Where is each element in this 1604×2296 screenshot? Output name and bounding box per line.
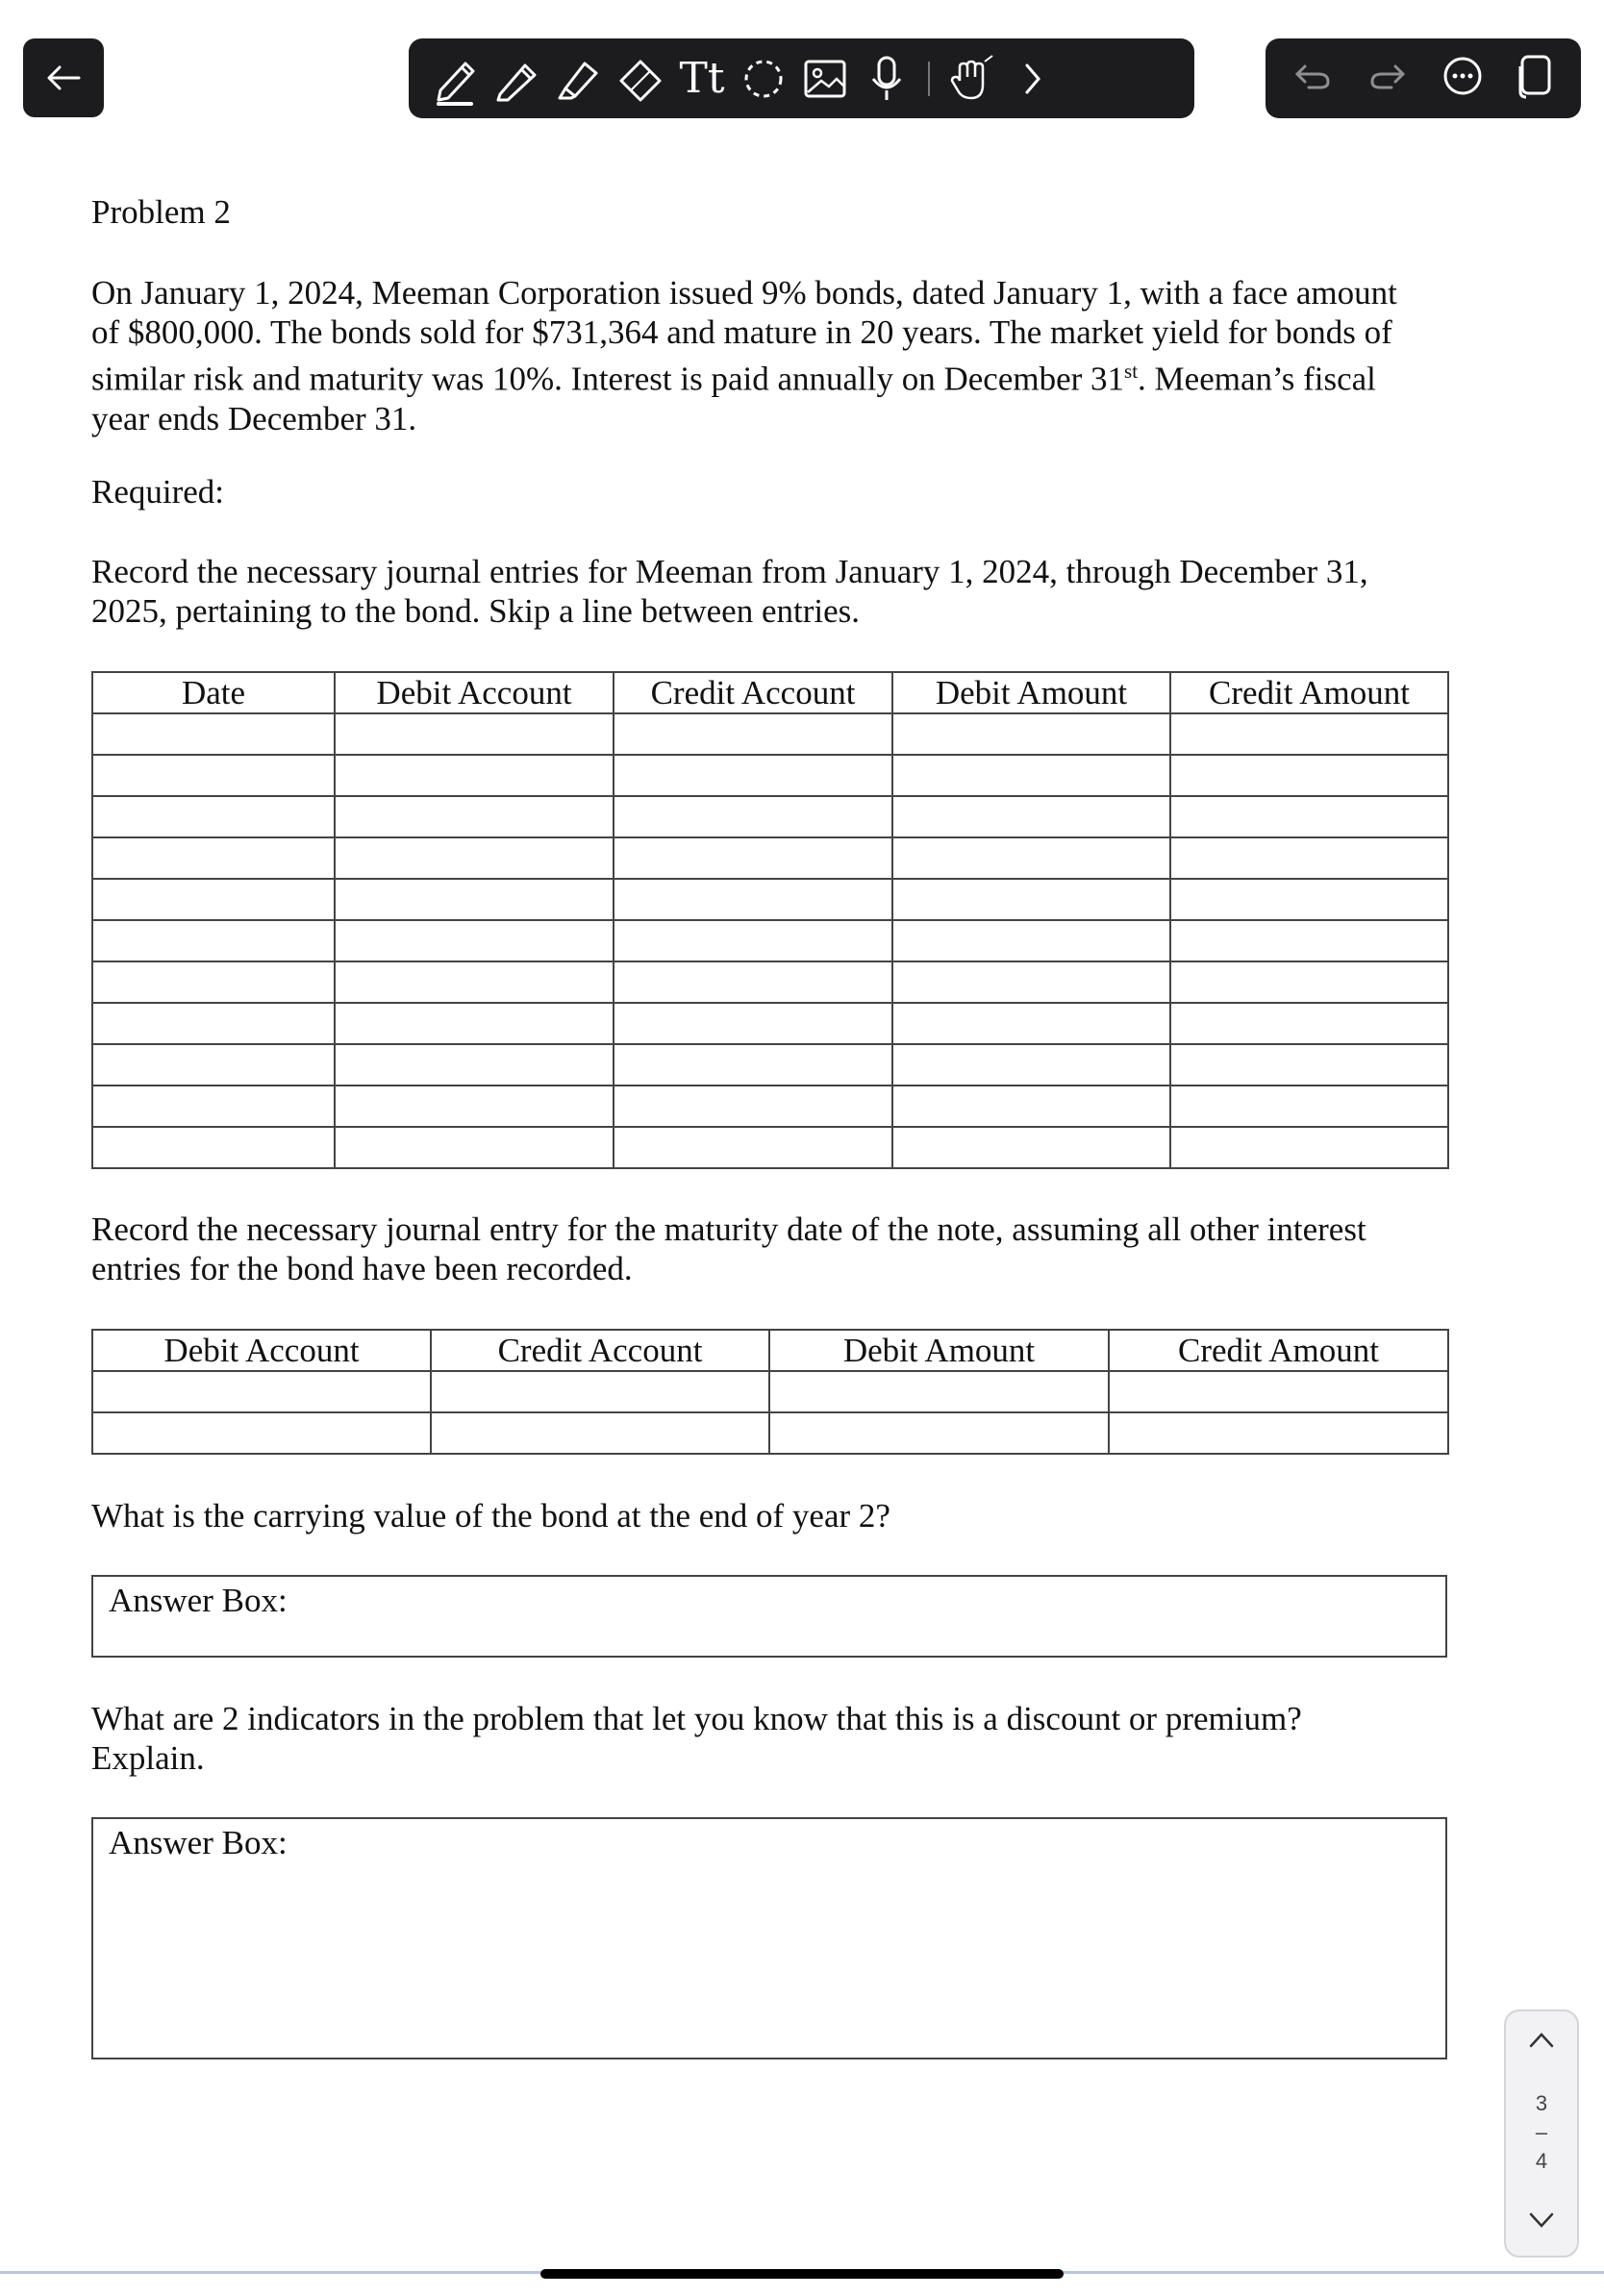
table-cell[interactable] bbox=[92, 879, 335, 920]
table-cell[interactable] bbox=[614, 961, 892, 1003]
table-cell[interactable] bbox=[614, 879, 892, 920]
table-cell[interactable] bbox=[335, 1044, 614, 1086]
toolbar-divider bbox=[928, 62, 930, 96]
table-cell[interactable] bbox=[892, 755, 1170, 796]
table-cell[interactable] bbox=[614, 796, 892, 837]
page-separator: – bbox=[1535, 2120, 1548, 2144]
table-cell[interactable] bbox=[92, 713, 335, 755]
table-cell[interactable] bbox=[892, 713, 1170, 755]
arrow-left-icon bbox=[44, 63, 83, 92]
table-row bbox=[92, 1371, 1448, 1412]
table-cell[interactable] bbox=[335, 755, 614, 796]
problem-statement bbox=[91, 273, 1397, 438]
table-cell[interactable] bbox=[1170, 1127, 1448, 1168]
table-cell[interactable] bbox=[769, 1371, 1109, 1412]
maturity-entry-table bbox=[91, 1329, 1449, 1455]
maturity-instructions: Record the necessary journal entry for the maturity date of the note, assuming all other interest entries for the bond have been recorded. bbox=[91, 1210, 1366, 1287]
chevron-right-icon[interactable] bbox=[1005, 48, 1061, 110]
table-cell[interactable] bbox=[1170, 961, 1448, 1003]
table-cell[interactable] bbox=[335, 713, 614, 755]
table-row bbox=[92, 961, 1448, 1003]
column-header: Debit Account bbox=[92, 1330, 431, 1371]
table-cell[interactable] bbox=[892, 879, 1170, 920]
column-header: Credit Amount bbox=[1170, 672, 1448, 713]
table-cell[interactable] bbox=[892, 837, 1170, 879]
image-icon[interactable] bbox=[797, 48, 853, 110]
statement-line: of $800,000. The bonds sold for $731,364 and mature in 20 years. The market yield for bonds of bbox=[91, 313, 1392, 351]
history-toolbar bbox=[1266, 38, 1581, 118]
indicators-answer-box[interactable] bbox=[91, 1817, 1447, 2059]
answer-box-label: Answer Box: bbox=[109, 1582, 288, 1619]
text-tool-icon[interactable]: Tt bbox=[679, 53, 725, 103]
table-row bbox=[92, 920, 1448, 961]
highlighter-icon[interactable] bbox=[551, 48, 607, 110]
table-cell[interactable] bbox=[614, 713, 892, 755]
page-icon[interactable] bbox=[1516, 53, 1555, 104]
answer-box-label: Answer Box: bbox=[109, 1824, 288, 1861]
total-pages: 4 bbox=[1535, 2149, 1548, 2173]
table-cell[interactable] bbox=[614, 1044, 892, 1086]
column-header: Debit Amount bbox=[892, 672, 1170, 713]
table-cell[interactable] bbox=[92, 961, 335, 1003]
column-header: Credit Amount bbox=[1109, 1330, 1448, 1371]
problem-title: Problem 2 bbox=[91, 193, 231, 231]
table-cell[interactable] bbox=[335, 796, 614, 837]
table-cell[interactable] bbox=[1170, 879, 1448, 920]
table-cell[interactable] bbox=[335, 1086, 614, 1127]
table-cell[interactable] bbox=[1170, 713, 1448, 755]
table-cell[interactable] bbox=[892, 1003, 1170, 1044]
table-cell[interactable] bbox=[614, 1127, 892, 1168]
table-row bbox=[92, 796, 1448, 837]
column-header: Date bbox=[92, 672, 335, 713]
column-header: Credit Account bbox=[431, 1330, 769, 1371]
carrying-value-question: What is the carrying value of the bond at the end of year 2? bbox=[91, 1497, 890, 1535]
table-cell[interactable] bbox=[1170, 837, 1448, 879]
table-cell[interactable] bbox=[1170, 1044, 1448, 1086]
drawing-toolbar bbox=[409, 38, 1194, 118]
table-cell[interactable] bbox=[92, 837, 335, 879]
table-cell[interactable] bbox=[335, 1003, 614, 1044]
table-row bbox=[92, 1412, 1448, 1454]
table-row bbox=[92, 755, 1448, 796]
table-cell[interactable] bbox=[431, 1412, 769, 1454]
journal-entries-table bbox=[91, 671, 1449, 1169]
statement-line: year ends December 31. bbox=[91, 399, 417, 437]
table-cell[interactable] bbox=[335, 1127, 614, 1168]
chevron-up-icon[interactable] bbox=[1527, 2029, 1556, 2055]
table-row bbox=[92, 1044, 1448, 1086]
table-cell[interactable] bbox=[335, 837, 614, 879]
table-cell[interactable] bbox=[892, 961, 1170, 1003]
table-row bbox=[92, 879, 1448, 920]
table-cell[interactable] bbox=[92, 920, 335, 961]
table-cell[interactable] bbox=[1170, 796, 1448, 837]
table-cell[interactable] bbox=[92, 1086, 335, 1127]
table-cell[interactable] bbox=[614, 1086, 892, 1127]
table-cell[interactable] bbox=[92, 796, 335, 837]
table-cell[interactable] bbox=[769, 1412, 1109, 1454]
back-button[interactable] bbox=[23, 38, 104, 117]
hand-icon[interactable] bbox=[943, 48, 999, 110]
table-cell[interactable] bbox=[1109, 1371, 1448, 1412]
table-row bbox=[92, 1086, 1448, 1127]
table-cell[interactable] bbox=[92, 755, 335, 796]
table-cell[interactable] bbox=[92, 1412, 431, 1454]
table-row bbox=[92, 837, 1448, 879]
column-header: Debit Account bbox=[335, 672, 614, 713]
undo-icon[interactable] bbox=[1291, 57, 1334, 100]
pen-icon[interactable] bbox=[428, 48, 484, 110]
table-row bbox=[92, 1127, 1448, 1168]
statement-line: On January 1, 2024, Meeman Corporation issued 9% bonds, dated January 1, with a face amount bbox=[91, 274, 1397, 312]
table-cell[interactable] bbox=[892, 1044, 1170, 1086]
home-indicator[interactable] bbox=[540, 2269, 1064, 2279]
table-cell[interactable] bbox=[892, 1127, 1170, 1168]
page-indicator bbox=[1536, 2089, 1547, 2176]
lasso-icon[interactable] bbox=[736, 48, 791, 110]
table-cell[interactable] bbox=[431, 1371, 769, 1412]
table-cell[interactable] bbox=[614, 920, 892, 961]
table-cell[interactable] bbox=[1170, 755, 1448, 796]
table-cell[interactable] bbox=[1109, 1412, 1448, 1454]
table-cell[interactable] bbox=[1170, 1086, 1448, 1127]
indicators-question: What are 2 indicators in the problem that let you know that this is a discount or premium? Explain. bbox=[91, 1700, 1302, 1777]
chevron-down-icon[interactable] bbox=[1527, 2210, 1556, 2236]
table-row bbox=[92, 1003, 1448, 1044]
table-cell[interactable] bbox=[92, 1003, 335, 1044]
microphone-icon[interactable] bbox=[859, 48, 915, 110]
instructions: Record the necessary journal entries for Meeman from January 1, 2024, through December 31, 2025, pertaining to the bond. Skip a line between entries. bbox=[91, 553, 1368, 630]
eraser-icon[interactable] bbox=[613, 48, 668, 110]
table-cell[interactable] bbox=[92, 1044, 335, 1086]
table-cell[interactable] bbox=[614, 1003, 892, 1044]
table-cell[interactable] bbox=[614, 837, 892, 879]
required-label: Required: bbox=[91, 473, 225, 511]
table-cell[interactable] bbox=[335, 879, 614, 920]
statement-line: similar risk and maturity was 10%. Interest is paid annually on December 31st. Meeman’s fiscal bbox=[91, 360, 1376, 398]
table-cell[interactable] bbox=[892, 920, 1170, 961]
pencil-icon[interactable] bbox=[489, 48, 545, 110]
table-row bbox=[92, 713, 1448, 755]
table-cell[interactable] bbox=[614, 755, 892, 796]
table-cell[interactable] bbox=[92, 1127, 335, 1168]
table-cell[interactable] bbox=[1170, 920, 1448, 961]
table-cell[interactable] bbox=[335, 961, 614, 1003]
more-icon[interactable] bbox=[1441, 55, 1484, 102]
carrying-value-answer-box[interactable] bbox=[91, 1575, 1447, 1658]
table-cell[interactable] bbox=[1170, 1003, 1448, 1044]
current-page: 3 bbox=[1535, 2091, 1548, 2115]
column-header: Credit Account bbox=[614, 672, 892, 713]
table-header-row bbox=[92, 1330, 1448, 1371]
table-cell[interactable] bbox=[92, 1371, 431, 1412]
table-cell[interactable] bbox=[892, 1086, 1170, 1127]
page-navigator bbox=[1504, 2009, 1579, 2258]
table-cell[interactable] bbox=[335, 920, 614, 961]
redo-icon[interactable] bbox=[1366, 57, 1409, 100]
table-header-row bbox=[92, 672, 1448, 713]
column-header: Debit Amount bbox=[769, 1330, 1109, 1371]
table-cell[interactable] bbox=[892, 796, 1170, 837]
